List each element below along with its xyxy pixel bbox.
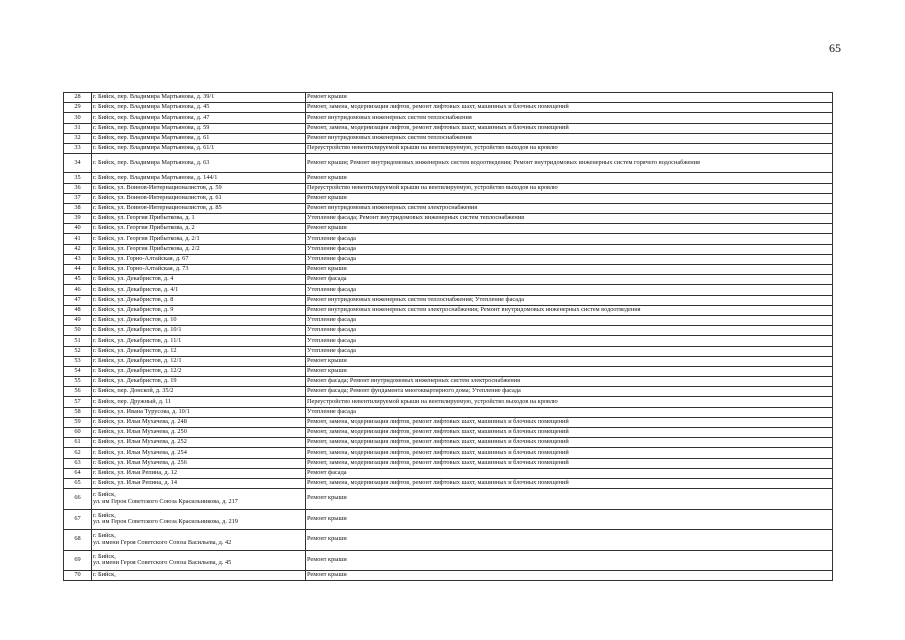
- table-row: [64, 417, 833, 427]
- row-number: 63: [64, 458, 92, 468]
- table-row: [64, 295, 833, 305]
- table-row: [64, 203, 833, 213]
- row-number: 29: [64, 103, 92, 113]
- table-row: [64, 193, 833, 203]
- row-number: 33: [64, 143, 92, 153]
- table-row: [64, 305, 833, 315]
- repair-program-table: [63, 92, 833, 581]
- address-cell: г. Бийск, ул. Горно-Алтайская, д. 67: [92, 254, 306, 264]
- address-cell: г. Бийск, ул. Ильи Мухачева, д. 248: [92, 417, 306, 427]
- work-type-cell: Ремонт внутридомовых инженерных систем теплоснабжения; Утепление фасада: [306, 295, 833, 305]
- address-cell: г. Бийск, ул. Декабристов, д. 9: [92, 305, 306, 315]
- address-cell: г. Бийск, ул. Декабристов, д. 11/1: [92, 336, 306, 346]
- address-cell: г. Бийск, ул. Декабристов, д. 4/1: [92, 285, 306, 295]
- work-type-cell: Ремонт, замена, модернизация лифтов, ремонт лифтовых шахт, машинных и блочных помещений: [306, 428, 833, 438]
- address-cell: г. Бийск, пер. Владимира Мартьянова, д. 59: [92, 123, 306, 133]
- work-type-cell: Утепление фасада: [306, 336, 833, 346]
- work-type-cell: Ремонт крыши: [306, 193, 833, 203]
- work-type-cell: Утепление фасада: [306, 326, 833, 336]
- work-type-cell: Ремонт внутридомовых инженерных систем теплоснабжения: [306, 133, 833, 143]
- address-cell: г. Бийск, ул. Декабристов, д. 10/1: [92, 326, 306, 336]
- work-type-cell: Ремонт фасада: [306, 275, 833, 285]
- address-cell: г. Бийск, ул. Ильи Мухачева, д. 252: [92, 438, 306, 448]
- row-number: 53: [64, 356, 92, 366]
- address-cell: г. Бийск, ул. Декабристов, д. 12/1: [92, 356, 306, 366]
- table-row: [64, 234, 833, 244]
- work-type-cell: Утепление фасада; Ремонт внутридомовых инженерных систем теплоснабжения: [306, 214, 833, 224]
- address-cell: [92, 550, 306, 571]
- row-number: 36: [64, 183, 92, 193]
- table-row: [64, 356, 833, 366]
- table-row: [64, 254, 833, 264]
- work-type-cell: Ремонт фасада; Ремонт внутридомовых инженерных систем электроснабжения: [306, 377, 833, 387]
- address-cell: г. Бийск, пер. Владимира Мартьянова, д. 47: [92, 113, 306, 123]
- table-row: [64, 468, 833, 478]
- work-type-cell: Ремонт крыши: [306, 173, 833, 183]
- row-number: 62: [64, 448, 92, 458]
- address-cell: [92, 509, 306, 530]
- row-number: 40: [64, 224, 92, 234]
- address-cell: г. Бийск, пер. Владимира Мартьянова, д. 45: [92, 103, 306, 113]
- row-number: 56: [64, 387, 92, 397]
- table-row: [64, 550, 833, 571]
- row-number: 54: [64, 366, 92, 376]
- table-row: [64, 571, 833, 581]
- table-row: [64, 458, 833, 468]
- address-cell: г. Бийск, пер. Донской, д. 35/2: [92, 387, 306, 397]
- work-type-cell: Утепление фасада: [306, 346, 833, 356]
- row-number: 68: [64, 530, 92, 551]
- row-number: 30: [64, 113, 92, 123]
- table-row: [64, 173, 833, 183]
- address-cell: г. Бийск, пер. Владимира Мартьянова, д. 144/1: [92, 173, 306, 183]
- address-cell: г. Бийск, пер. Владимира Мартьянова, д. 63: [92, 154, 306, 173]
- work-type-cell: Ремонт, замена, модернизация лифтов, ремонт лифтовых шахт, машинных и блочных помещений: [306, 438, 833, 448]
- address-cell: г. Бийск, ул. Георгия Прибыткова, д. 1: [92, 214, 306, 224]
- table-row: [64, 387, 833, 397]
- address-cell: г. Бийск, ул. Ильи Мухачева, д. 254: [92, 448, 306, 458]
- row-number: 64: [64, 468, 92, 478]
- row-number: 61: [64, 438, 92, 448]
- address-line: ул. им Героя Советского Союза Красильникова, д. 219: [93, 518, 238, 526]
- work-type-cell: Ремонт крыши: [306, 489, 833, 510]
- row-number: 65: [64, 478, 92, 488]
- address-cell: г. Бийск, ул. Ильи Репина, д. 12: [92, 468, 306, 478]
- table-row: [64, 154, 833, 173]
- address-cell: г. Бийск, ул. Горно-Алтайская, д. 73: [92, 265, 306, 275]
- table-row: [64, 244, 833, 254]
- address-cell: г. Бийск, ул. Ильи Мухачева, д. 250: [92, 428, 306, 438]
- work-type-cell: Ремонт фасада; Ремонт фундамента многоквартирного дома; Утепление фасада: [306, 387, 833, 397]
- table-row: [64, 478, 833, 488]
- row-number: 34: [64, 154, 92, 173]
- work-type-cell: Переустройство невентилируемой крыши на вентилируемую, устройство выходов на кровлю: [306, 183, 833, 193]
- work-type-cell: Утепление фасада: [306, 315, 833, 325]
- table-row: [64, 214, 833, 224]
- address-line: ул. имени Героя Советского Союза Васильева, д. 42: [93, 538, 232, 546]
- page-number: 65: [829, 41, 841, 55]
- row-number: 31: [64, 123, 92, 133]
- table-row: [64, 315, 833, 325]
- work-type-cell: Ремонт фасада: [306, 468, 833, 478]
- row-number: 59: [64, 417, 92, 427]
- row-number: 45: [64, 275, 92, 285]
- address-cell: [92, 530, 306, 551]
- table-row: [64, 397, 833, 407]
- table-row: [64, 326, 833, 336]
- work-type-cell: Утепление фасада: [306, 407, 833, 417]
- work-type-cell: Ремонт, замена, модернизация лифтов, ремонт лифтовых шахт, машинных и блочных помещений: [306, 478, 833, 488]
- row-number: 50: [64, 326, 92, 336]
- work-type-cell: Утепление фасада: [306, 234, 833, 244]
- row-number: 39: [64, 214, 92, 224]
- work-type-cell: Ремонт внутридомовых инженерных систем электроснабжения: [306, 203, 833, 213]
- work-type-cell: Переустройство невентилируемой крыши на вентилируемую, устройство выходов на кровлю: [306, 143, 833, 153]
- address-cell: г. Бийск, ул. Декабристов, д. 12: [92, 346, 306, 356]
- work-type-cell: Утепление фасада: [306, 254, 833, 264]
- row-number: 57: [64, 397, 92, 407]
- row-number: 41: [64, 234, 92, 244]
- work-type-cell: Ремонт крыши: [306, 224, 833, 234]
- work-type-cell: Ремонт крыши: [306, 93, 833, 103]
- work-type-cell: Ремонт, замена, модернизация лифтов, ремонт лифтовых шахт, машинных и блочных помещений: [306, 417, 833, 427]
- address-cell: г. Бийск,: [92, 571, 306, 581]
- address-cell: г. Бийск, ул. Георгия Прибыткова, д. 2/2: [92, 244, 306, 254]
- work-type-cell: Ремонт крыши: [306, 356, 833, 366]
- work-type-cell: Утепление фасада: [306, 285, 833, 295]
- address-cell: г. Бийск, ул. Ивана Турусова, д. 10/1: [92, 407, 306, 417]
- table-row: [64, 530, 833, 551]
- work-type-cell: Ремонт, замена, модернизация лифтов, ремонт лифтовых шахт, машинных и блочных помещений: [306, 458, 833, 468]
- address-cell: г. Бийск, ул. Воинов-Интернационалистов, д. 85: [92, 203, 306, 213]
- work-type-cell: Ремонт, замена, модернизация лифтов, ремонт лифтовых шахт, машинных и блочных помещений: [306, 123, 833, 133]
- address-line: г. Бийск,: [93, 532, 116, 540]
- address-cell: г. Бийск, ул. Декабристов, д. 4: [92, 275, 306, 285]
- table-row: [64, 133, 833, 143]
- address-cell: [92, 489, 306, 510]
- row-number: 60: [64, 428, 92, 438]
- work-type-cell: Ремонт, замена, модернизация лифтов, ремонт лифтовых шахт, машинных и блочных помещений: [306, 448, 833, 458]
- row-number: 69: [64, 550, 92, 571]
- table-row: [64, 346, 833, 356]
- work-type-cell: Ремонт крыши: [306, 509, 833, 530]
- work-type-cell: Ремонт крыши: [306, 530, 833, 551]
- address-cell: г. Бийск, пер. Владимира Мартьянова, д. 61/1: [92, 143, 306, 153]
- row-number: 44: [64, 265, 92, 275]
- address-cell: г. Бийск, пер. Владимира Мартьянова, д. 61: [92, 133, 306, 143]
- row-number: 32: [64, 133, 92, 143]
- address-cell: г. Бийск, ул. Воинов-Интернационалистов, д. 59: [92, 183, 306, 193]
- table-row: [64, 336, 833, 346]
- address-cell: г. Бийск, ул. Декабристов, д. 19: [92, 377, 306, 387]
- row-number: 38: [64, 203, 92, 213]
- row-number: 43: [64, 254, 92, 264]
- work-type-cell: Переустройство невентилируемой крыши на вентилируемую, устройство выходов на кровлю: [306, 397, 833, 407]
- row-number: 67: [64, 509, 92, 530]
- table-row: [64, 183, 833, 193]
- address-cell: г. Бийск, ул. Декабристов, д. 10: [92, 315, 306, 325]
- table-row: [64, 438, 833, 448]
- row-number: 70: [64, 571, 92, 581]
- address-line: ул. им Героя Советского Союза Красильникова, д. 217: [93, 497, 238, 505]
- work-type-cell: Утепление фасада: [306, 244, 833, 254]
- work-type-cell: Ремонт крыши: [306, 366, 833, 376]
- table-row: [64, 113, 833, 123]
- table-row: [64, 275, 833, 285]
- row-number: 37: [64, 193, 92, 203]
- row-number: 35: [64, 173, 92, 183]
- address-cell: г. Бийск, ул. Декабристов, д. 8: [92, 295, 306, 305]
- row-number: 51: [64, 336, 92, 346]
- address-cell: г. Бийск, пер. Дружный, д. 11: [92, 397, 306, 407]
- table-row: [64, 103, 833, 113]
- address-cell: г. Бийск, ул. Ильи Репина, д. 14: [92, 478, 306, 488]
- address-line: г. Бийск,: [93, 491, 116, 499]
- address-cell: г. Бийск, ул. Георгия Прибыткова, д. 2/1: [92, 234, 306, 244]
- address-cell: г. Бийск, пер. Владимира Мартьянова, д. 39/1: [92, 93, 306, 103]
- row-number: 55: [64, 377, 92, 387]
- table-row: [64, 224, 833, 234]
- work-type-cell: Ремонт крыши; Ремонт внутридомовых инженерных систем водоотведения; Ремонт внутридомовых инженерных систем горячего водоснабжения: [306, 154, 833, 173]
- row-number: 52: [64, 346, 92, 356]
- table-row: [64, 407, 833, 417]
- table-row: [64, 448, 833, 458]
- row-number: 28: [64, 93, 92, 103]
- table-row: [64, 489, 833, 510]
- row-number: 48: [64, 305, 92, 315]
- work-type-cell: Ремонт крыши: [306, 550, 833, 571]
- table-row: [64, 143, 833, 153]
- table-row: [64, 123, 833, 133]
- row-number: 46: [64, 285, 92, 295]
- work-type-cell: Ремонт крыши: [306, 571, 833, 581]
- row-number: 42: [64, 244, 92, 254]
- table-row: [64, 93, 833, 103]
- table-row: [64, 509, 833, 530]
- row-number: 47: [64, 295, 92, 305]
- address-cell: г. Бийск, ул. Георгия Прибыткова, д. 2: [92, 224, 306, 234]
- row-number: 58: [64, 407, 92, 417]
- address-line: г. Бийск,: [93, 552, 116, 560]
- row-number: 49: [64, 315, 92, 325]
- table-row: [64, 366, 833, 376]
- work-type-cell: Ремонт внутридомовых инженерных систем теплоснабжения: [306, 113, 833, 123]
- work-type-cell: Ремонт, замена, модернизация лифтов, ремонт лифтовых шахт, машинных и блочных помещений: [306, 103, 833, 113]
- table-row: [64, 285, 833, 295]
- address-line: ул. имени Героя Советского Союза Васильева, д. 45: [93, 559, 232, 567]
- address-line: г. Бийск,: [93, 511, 116, 519]
- work-type-cell: Ремонт внутридомовых инженерных систем электроснабжения; Ремонт внутридомовых инженерных систем водоотведения: [306, 305, 833, 315]
- address-cell: г. Бийск, ул. Декабристов, д. 12/2: [92, 366, 306, 376]
- address-cell: г. Бийск, ул. Воинов-Интернационалистов, д. 61: [92, 193, 306, 203]
- table-row: [64, 428, 833, 438]
- table-row: [64, 265, 833, 275]
- work-type-cell: Ремонт крыши: [306, 265, 833, 275]
- table-row: [64, 377, 833, 387]
- row-number: 66: [64, 489, 92, 510]
- address-cell: г. Бийск, ул. Ильи Мухачева, д. 256: [92, 458, 306, 468]
